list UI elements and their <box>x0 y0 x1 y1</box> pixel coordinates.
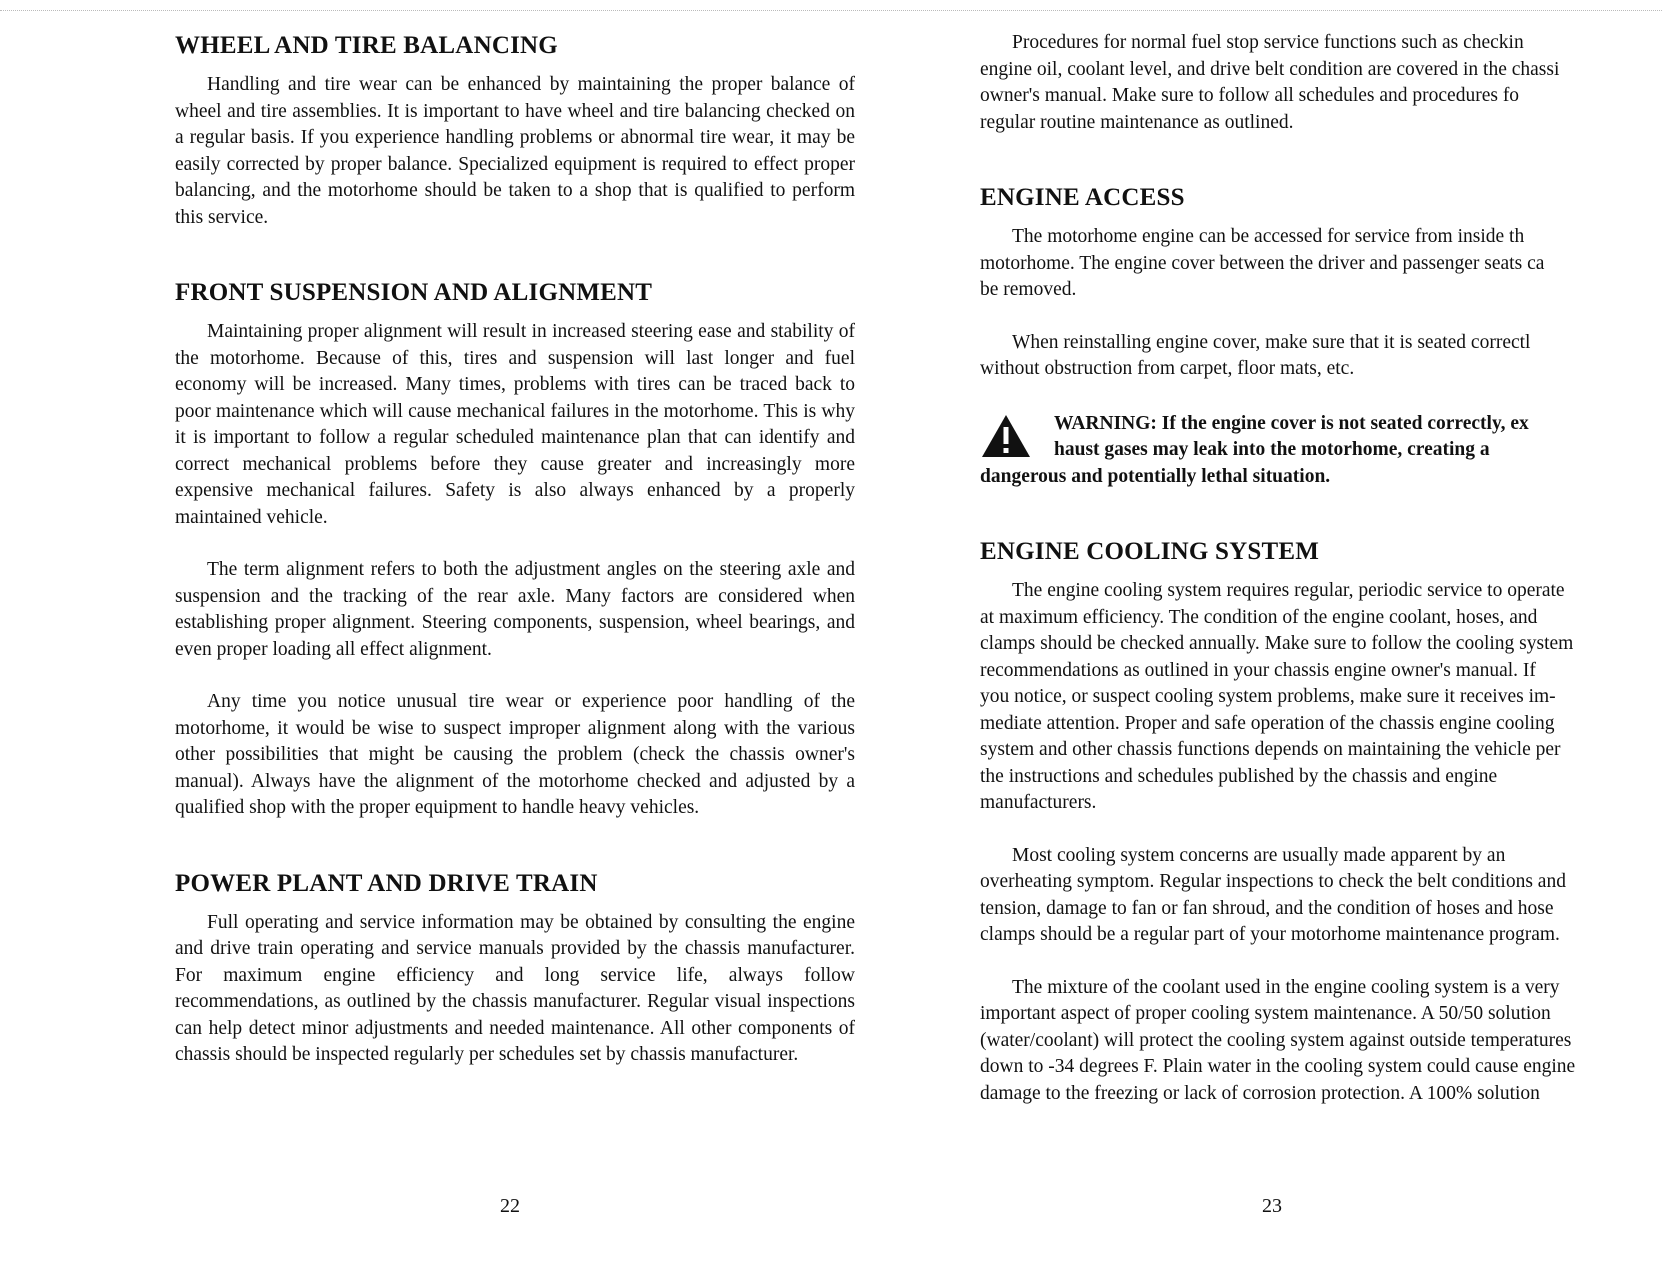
coolant-mixture-line: (water/coolant) will protect the cooling system against outside temperatures <box>980 1029 1572 1051</box>
intro-line: owner's manual. Make sure to follow all schedules and procedures fo <box>980 85 1520 106</box>
engine-cover-line: without obstruction from carpet, floor mats, etc. <box>980 358 1355 379</box>
coolant-mixture-line: damage to the freezing or lack of corrosion protection. A 100% solution <box>980 1082 1540 1104</box>
cooling-line: you notice, or suspect cooling system problems, make sure it receives im- <box>980 686 1556 707</box>
engine-cover-line: When reinstalling engine cover, make sure that it is seated correctl <box>1012 331 1531 353</box>
paragraph-wheel-tire-balancing: Handling and tire wear can be enhanced by maintaining the proper balance of wheel and tire assemblies. It is important to have wheel and tire balancing checked on a regular basis. If you experience handling problems or abnormal tire wear, it may be easily corrected by proper balance. Specialized equipment is required to effect proper balancing, and the motorhome should be taken to a shop that is qualified to perform this service. <box>175 74 855 228</box>
cooling-line: at maximum efficiency. The condition of the engine coolant, hoses, and <box>980 606 1538 628</box>
heading-front-suspension: FRONT SUSPENSION AND ALIGNMENT <box>175 279 653 306</box>
left-page-column <box>175 32 855 1069</box>
warning-line: WARNING: If the engine cover is not seated correctly, ex <box>1054 412 1529 434</box>
heading-wheel-tire-balancing: WHEEL AND TIRE BALANCING <box>175 32 558 59</box>
paragraph-front-suspension-1: Maintaining proper alignment will result in increased steering ease and stability of the motorhome. Because of this, tires and suspension will last longer and fuel economy will be increased. Many times, problems with tires can be traced back to poor maintenance which will cause mechanical failures in the motorhome. This is why it is important to follow a regular scheduled maintenance plan that can identify and correct mechanical problems before they cause greater and increasingly more expensive mechanical failures. Safety is also always enhanced by a properly maintained vehicle. <box>175 321 855 528</box>
paragraph-front-suspension-3: Any time you notice unusual tire wear or experience poor handling of the motorhome, it would be wise to suspect improper alignment along with the various other possibilities that might be causing the problem (check the chassis owner's manual). Always have the alignment of the motorhome checked and adjusted by a qualified shop with the proper equipment to handle heavy vehicles. <box>175 691 855 818</box>
cooling-line: recommendations as outlined in your chassis engine owner's manual. If <box>980 659 1536 681</box>
page-number-left: 22 <box>500 1195 520 1217</box>
coolant-mixture-line: important aspect of proper cooling system maintenance. A 50/50 solution <box>980 1003 1551 1024</box>
cooling-line: manufacturers. <box>980 792 1097 813</box>
intro-line: regular routine maintenance as outlined. <box>980 111 1294 133</box>
heading-engine-cooling: ENGINE COOLING SYSTEM <box>980 538 1319 565</box>
cooling-line: The engine cooling system requires regular, periodic service to operate <box>1012 580 1565 601</box>
warning-line: haust gases may leak into the motorhome, creating a <box>1054 439 1490 460</box>
engine-access-line: be removed. <box>980 279 1077 300</box>
cooling-concerns-line: overheating symptom. Regular inspections to check the belt conditions and <box>980 871 1566 892</box>
page-number-right: 23 <box>1262 1195 1282 1217</box>
intro-line: Procedures for normal fuel stop service functions such as checkin <box>1012 32 1524 53</box>
heading-engine-access: ENGINE ACCESS <box>980 184 1185 211</box>
coolant-mixture-line: The mixture of the coolant used in the engine cooling system is a very <box>1012 976 1560 998</box>
cooling-line: the instructions and schedules published by the chassis and engine <box>980 765 1498 787</box>
cooling-concerns-line: Most cooling system concerns are usually made apparent by an <box>1012 844 1506 866</box>
cooling-line: system and other chassis functions depends on maintaining the vehicle per <box>980 739 1561 760</box>
right-page-column <box>980 30 1660 1107</box>
cooling-line: mediate attention. Proper and safe operation of the chassis engine cooling <box>980 712 1555 734</box>
heading-power-plant: POWER PLANT AND DRIVE TRAIN <box>175 869 598 897</box>
engine-access-line: motorhome. The engine cover between the driver and passenger seats ca <box>980 252 1545 274</box>
engine-access-line: The motorhome engine can be accessed for service from inside th <box>1012 226 1525 247</box>
right-page <box>960 0 1662 1287</box>
cooling-line: clamps should be checked annually. Make sure to follow the cooling system <box>980 633 1574 654</box>
cooling-concerns-line: clamps should be a regular part of your motorhome maintenance program. <box>980 924 1560 945</box>
cooling-concerns-line: tension, damage to fan or fan shroud, and the condition of hoses and hose <box>980 897 1554 919</box>
warning-triangle-icon <box>980 413 1032 459</box>
warning-line: dangerous and potentially lethal situation. <box>980 465 1331 487</box>
paragraph-power-plant: Full operating and service information may be obtained by consulting the engine and drive train operating and service manuals provided by the chassis manufacturer. For maximum engine efficiency and long service life, always follow recommendations, as outlined by the chassis manufacturer. Regular visual inspections can help detect minor adjustments and needed maintenance. All other components of chassis should be inspected regularly per schedules set by chassis manufacturer. <box>175 911 855 1065</box>
coolant-mixture-line: down to -34 degrees F. Plain water in the cooling system could cause engine <box>980 1056 1576 1077</box>
warning-block <box>980 411 1660 491</box>
paragraph-front-suspension-2: The term alignment refers to both the adjustment angles on the steering axle and suspension and the tracking of the rear axle. Many factors are considered when establishing proper alignment. Steering components, suspension, wheel bearings, and even proper loading all effect alignment. <box>175 559 855 660</box>
intro-line: engine oil, coolant level, and drive belt condition are covered in the chassi <box>980 58 1560 80</box>
